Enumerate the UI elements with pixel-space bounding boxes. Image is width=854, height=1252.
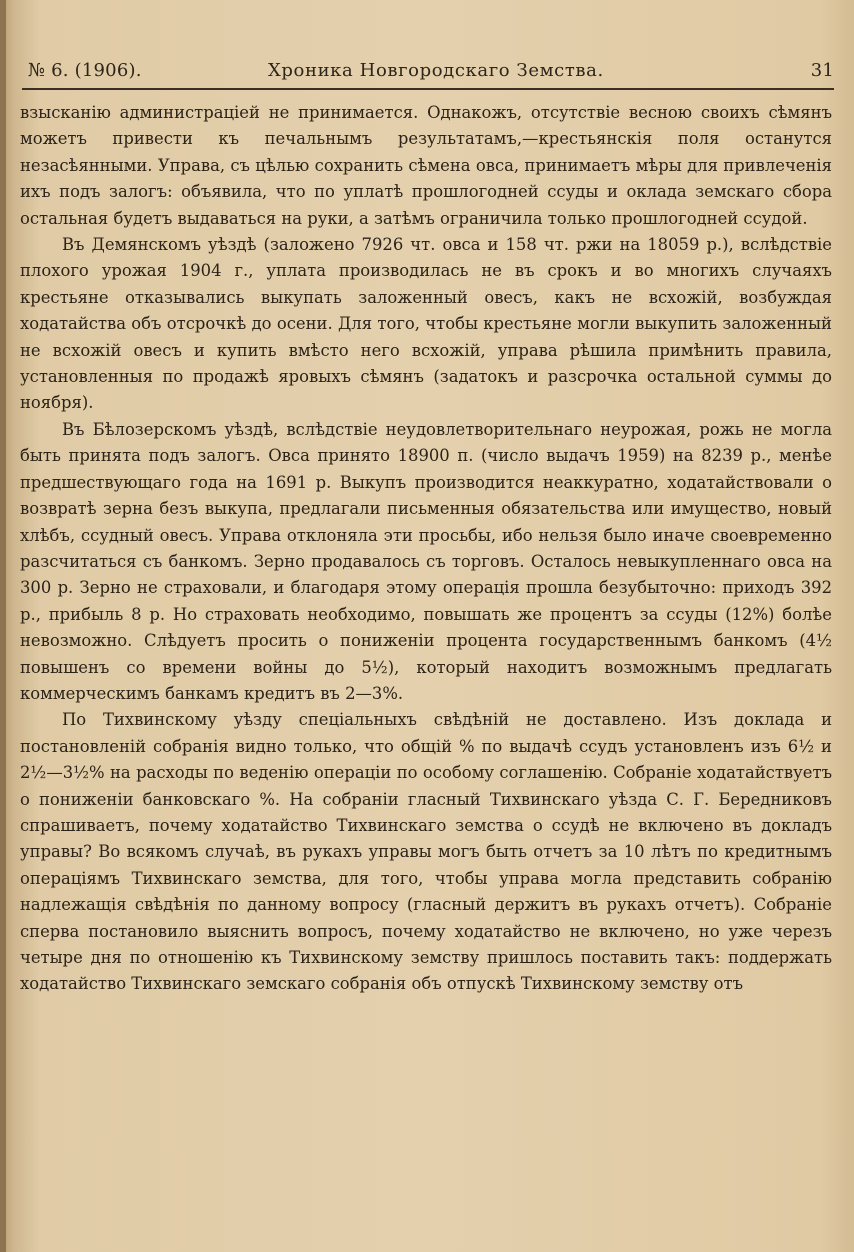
issue-number: № 6. (1906). (28, 60, 142, 81)
running-header (28, 58, 834, 88)
paragraph-continuation: взысканію администраціей не принимается. Однакожъ, отсутствіе весною своихъ сѣмянъ можетъ привести къ печальнымъ результатамъ,—крестьянскія поля останутся незасѣянными. Управа, съ цѣлью сохранить сѣмена овса, принимаетъ мѣры для привлеченія ихъ подъ залогъ: объявила, что по уплатѣ прошлогодней ссуды и оклада земскаго сбора остальная будетъ выдаваться на руки, а затѣмъ ограничила только прошлогодней ссудой. (20, 103, 832, 228)
binding-gutter (0, 0, 6, 1252)
body-text (20, 100, 832, 998)
paragraph-tikhvin: По Тихвинскому уѣзду спеціальныхъ свѣдѣній не доставлено. Изъ доклада и постановленій собранія видно только, что общій % по выдачѣ ссудъ установленъ изъ 6½ и 2½—3½% на расходы по веденію операціи по особому соглашенію. Собраніе ходатайствуетъ о пониженіи банковскаго %. На собраніи гласный Тихвинскаго уѣзда С. Г. Бередниковъ спрашиваетъ, почему ходатайство Тихвинскаго земства о ссудѣ не включено въ докладъ управы? Во всякомъ случаѣ, въ рукахъ управы могъ быть отчетъ за 10 лѣтъ по кредитнымъ операціямъ Тихвинскаго земства, для того, чтобы управа могла представить собранію надлежащія свѣдѣнія по данному вопросу (гласный держитъ въ рукахъ отчетъ). Собраніе сперва постановило выяснить вопросъ, почему ходатайство не включено, но уже черезъ четыре дня по отношенію къ Тихвинскому земству пришлось поставить такъ: поддержать ходатайство Тихвинскаго земскаго собранія объ отпускѣ Тихвинскому земству отъ (20, 710, 832, 994)
page-number: 31 (810, 60, 834, 81)
paragraph-belozersk: Въ Бѣлозерскомъ уѣздѣ, вслѣдствіе неудовлетворительнаго неурожая, рожь не могла быть принята подъ залогъ. Овса принято 18900 п. (число выдачъ 1959) на 8239 р., менѣе предшествующаго года на 1691 р. Выкупъ производится неаккуратно, ходатайствовали о возвратѣ зерна безъ выкупа, предлагали письменныя обязательства или имущество, новый хлѣбъ, ссудный овесъ. Управа отклоняла эти просьбы, ибо нельзя было иначе своевременно разсчитаться съ банкомъ. Зерно продавалось съ торговъ. Осталось невыкупленнаго овса на 300 р. Зерно не страховали, и благодаря этому операція прошла безубыточно: приходъ 392 р., прибыль 8 р. Но страховать необходимо, повышать же процентъ за ссуды (12%) болѣе невозможно. Слѣдуетъ просить о пониженіи процента государственнымъ банкомъ (4½ повышенъ со времени войны до 5½), который находитъ возможнымъ предлагать коммерческимъ банкамъ кредитъ въ 2—3%. (20, 419, 832, 703)
journal-title: Хроника Новгородскаго Земства. (268, 60, 604, 81)
header-rule (22, 88, 834, 90)
paragraph-demyansk: Въ Демянскомъ уѣздѣ (заложено 7926 чт. овса и 158 чт. ржи на 18059 р.), вслѣдствіе плохого урожая 1904 г., уплата производилась не въ срокъ и во многихъ случаяхъ крестьяне отказывались выкупать заложенный овесъ, какъ не всхожій, возбуждая ходатайства объ отсрочкѣ до осени. Для того, чтобы крестьяне могли выкупить заложенный не всхожій овесъ и купить вмѣсто него всхожій, управа рѣшила примѣнить правила, установленныя по продажѣ яровыхъ сѣмянъ (задатокъ и разсрочка остальной суммы до ноября). (20, 235, 832, 413)
